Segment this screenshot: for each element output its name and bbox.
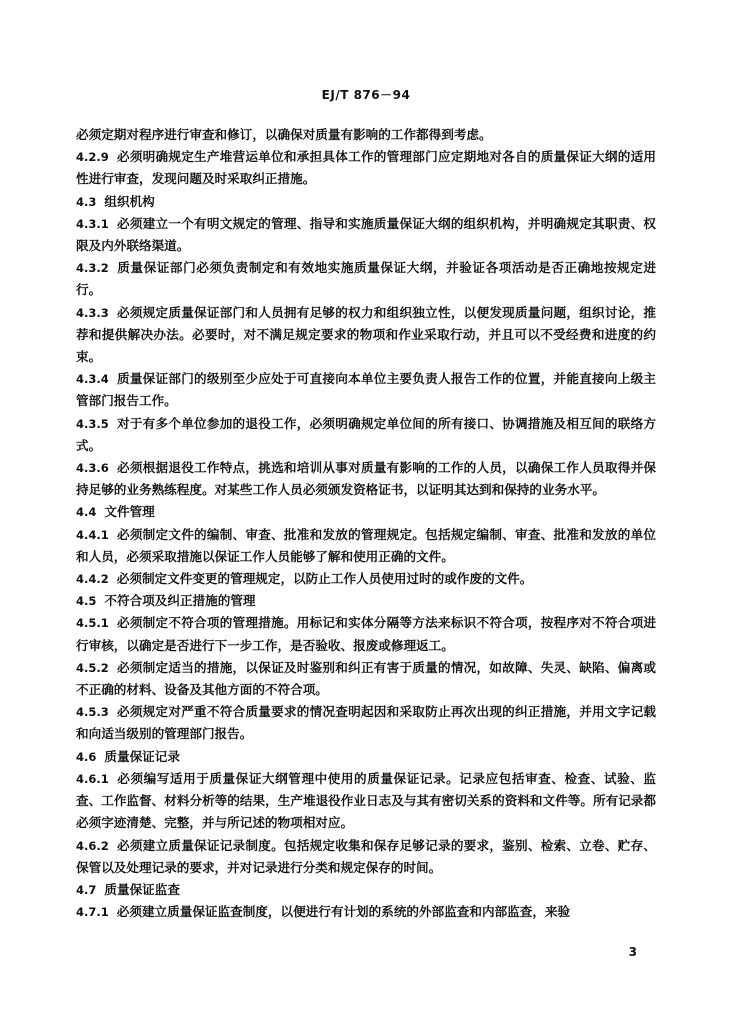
clause-4-4-2: [76, 568, 656, 590]
clause-number: 4.6.1: [76, 771, 109, 786]
clause-number: 4.3.6: [76, 461, 109, 476]
clause-4-5-2: [76, 657, 656, 701]
clause-number: 4.6.2: [76, 838, 109, 853]
clause-text: 必须编写适用于质量保证大纲管理中使用的质量保证记录。记录应包括审查、检查、试验、监查、工作监督、材料分析等的结果，生产堆退役作业日志及与其有密切关系的资料和文件等。所有记录都必须字迹清楚、完整，并与所记述的物项相对应。: [76, 770, 656, 831]
clause-text: 必须建立质量保证记录制度。包括规定收集和保存足够记录的要求，鉴别、检索、立卷、贮存、保管以及处理记录的要求，并对记录进行分类和规定保存的时间。: [76, 837, 656, 875]
clause-number: 4.5.1: [76, 616, 109, 631]
section-number: 4.3: [76, 194, 97, 209]
document-body: [76, 124, 656, 923]
clause-4-3-4: [76, 368, 656, 412]
section-title: 文件管理: [104, 504, 155, 520]
clause-4-4-1: [76, 524, 656, 568]
clause-number: 4.3.1: [76, 216, 109, 231]
paragraph-text: 必须定期对程序进行审查和修订，以确保对质量有影响的工作都得到考虑。: [76, 127, 492, 142]
clause-text: 必须制定文件变更的管理规定，以防止工作人员使用过时的或作废的文件。: [116, 571, 533, 587]
clause-4-5-1: [76, 612, 656, 656]
clause-text: 必须明确规定生产堆营运单位和承担具体工作的管理部门应定期地对各自的质量保证大纲的适用性进行审查，发现问题及时采取纠正措施。: [76, 149, 656, 187]
clause-4-3-1: [76, 213, 656, 257]
section-heading-4-3: [76, 191, 656, 213]
clause-text: 必须制定适当的措施，以保证及时鉴别和纠正有害于质量的情况，如故障、失灵、缺陷、偏离或不正确的材料、设备及其他方面的不符合项。: [76, 659, 656, 698]
clause-number: 4.3.5: [76, 416, 109, 431]
section-title: 不符合项及纠正措施的管理: [104, 593, 256, 609]
clause-text: 必须规定质量保证部门和人员拥有足够的权力和组织独立性，以便发现质量问题，组织讨论，推荐和提供解决办法。必要时，对不满足规定要求的物项和作业采取行动，并且可以不受经费和进度的约束。: [76, 304, 656, 365]
section-number: 4.7: [76, 882, 97, 897]
section-heading-4-5: [76, 590, 656, 612]
clause-4-6-2: [76, 835, 656, 879]
clause-4-7-1: [76, 901, 656, 923]
section-heading-4-4: [76, 501, 656, 523]
clause-4-3-6: [76, 457, 656, 501]
clause-number: 4.3.3: [76, 305, 109, 320]
standard-code: EJ/T 876－94: [321, 88, 411, 102]
document-header: [0, 86, 732, 103]
clause-4-3-5: [76, 413, 656, 457]
section-number: 4.5: [76, 594, 97, 609]
clause-number: 4.4.2: [76, 572, 109, 587]
clause-text: 必须制定不符合项的管理措施。用标记和实体分隔等方法来标识不符合项，按程序对不符合项进行审核，以确定是否进行下一步工作，是否验收、报废或修理返工。: [76, 615, 656, 653]
clause-4-3-2: [76, 257, 656, 301]
clause-text: 质量保证部门必须负责制定和有效地实施质量保证大纲，并验证各项活动是否正确地按规定进行。: [76, 260, 656, 298]
clause-number: 4.5.3: [76, 705, 109, 720]
paragraph: [76, 124, 656, 146]
clause-4-2-9: [76, 146, 656, 190]
clause-number: 4.3.2: [76, 261, 109, 276]
clause-text: 对于有多个单位参加的退役工作，必须明确规定单位间的所有接口、协调措施及相互间的联络方式。: [76, 415, 656, 453]
section-title: 质量保证记录: [104, 748, 180, 764]
clause-number: 4.2.9: [76, 150, 109, 165]
clause-text: 必须制定文件的编制、审查、批准和发放的管理规定。包括规定编制、审查、批准和发放的单位和人员，必须采取措施以保证工作人员能够了解和使用正确的文件。: [76, 526, 656, 564]
page-number: 3: [628, 945, 637, 959]
clause-number: 4.4.1: [76, 527, 109, 542]
clause-text: 质量保证部门的级别至少应处于可直接向本单位主要负责人报告工作的位置，并能直接向上级主管部门报告工作。: [76, 371, 656, 409]
section-heading-4-7: [76, 879, 656, 901]
section-number: 4.6: [76, 749, 97, 764]
clause-text: 必须建立质量保证监查制度，以便进行有计划的系统的外部监查和内部监查，来验: [116, 904, 571, 920]
clause-number: 4.7.1: [76, 905, 109, 920]
section-title: 质量保证监查: [104, 881, 180, 897]
clause-4-5-3: [76, 701, 656, 745]
section-number: 4.4: [76, 505, 97, 520]
clause-text: 必须规定对严重不符合质量要求的情况查明起因和采取防止再次出现的纠正措施，并用文字记载和向适当级别的管理部门报告。: [76, 704, 656, 742]
clause-4-6-1: [76, 768, 656, 835]
clause-number: 4.5.2: [76, 660, 109, 675]
section-title: 组织机构: [104, 193, 155, 209]
clause-text: 必须根据退役工作特点，挑选和培训从事对质量有影响的工作的人员，以确保工作人员取得并保持足够的业务熟练程度。对某些工作人员必须颁发资格证书，以证明其达到和保持的业务水平。: [76, 460, 656, 498]
section-heading-4-6: [76, 746, 656, 768]
clause-number: 4.3.4: [76, 372, 109, 387]
clause-text: 必须建立一个有明文规定的管理、指导和实施质量保证大纲的组织机构，并明确规定其职责、权限及内外联络渠道。: [76, 215, 656, 254]
clause-4-3-3: [76, 302, 656, 369]
